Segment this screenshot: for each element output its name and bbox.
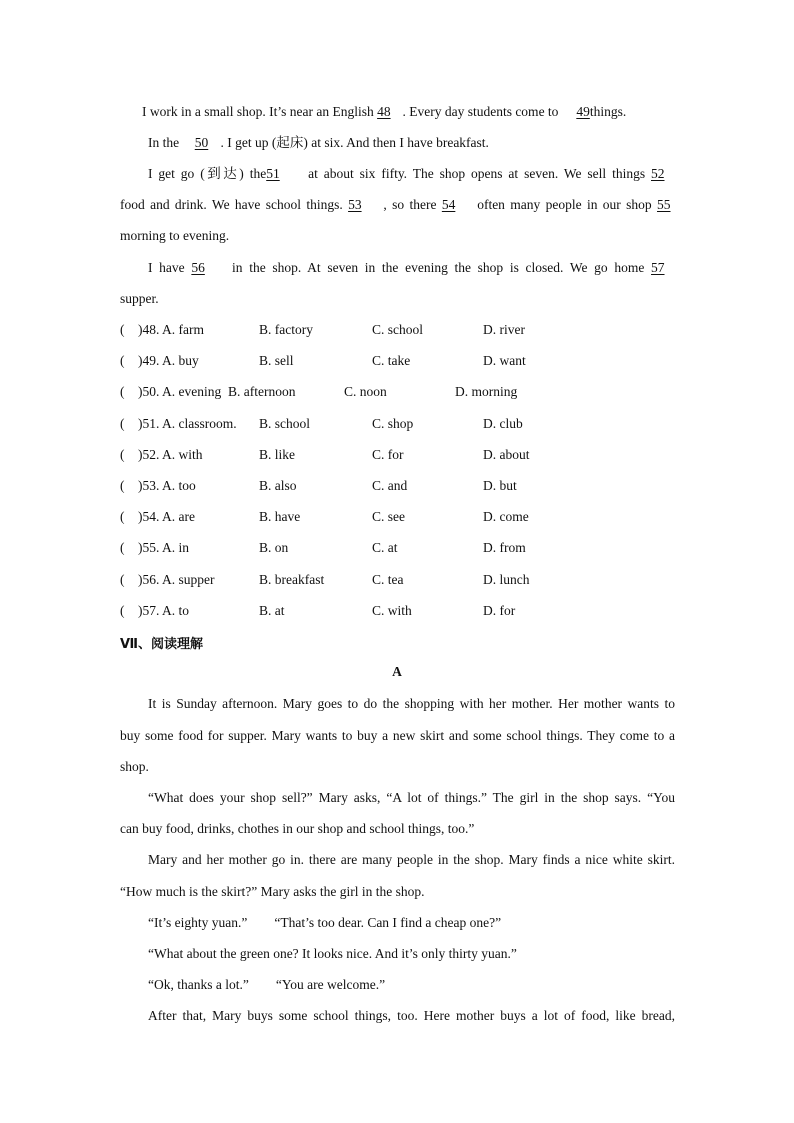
question-55: ( )55. A. in B. on C. at D. from [120,540,526,555]
blank-50: 50 [194,135,209,150]
passage-line-4: “What does your shop sell?” Mary asks, “A lot of things.” The girl in the shop says. “You [148,790,675,805]
blank-53: 53 [348,197,362,212]
passage-line-3: shop. [120,759,149,774]
cloze-line-2: In the 50 . I get up (起床) at six. And then I have breakfast. [148,133,675,153]
blank-48: 48 [377,104,391,119]
passage-line-6: Mary and her mother go in. there are many people in the shop. Mary finds a nice white skirt. [148,852,675,867]
question-48: ( )48. A. farm B. factory C. school D. river [120,322,525,337]
cloze-line-7: supper. [120,291,159,306]
question-51: ( )51. A. classroom. B. school C. shop D. club [120,416,523,431]
passage-line-8: “It’s eighty yuan.” “That’s too dear. Can I find a cheap one?” [148,915,502,930]
cloze-line-1: I work in a small shop. It’s near an English 48 . Every day students come to 49things. [142,102,697,122]
question-57: ( )57. A. to B. at C. with D. for [120,603,516,618]
blank-49: 49 [576,104,590,119]
question-52: ( )52. A. with B. like C. for D. about [120,447,530,462]
cloze-line-4: food and drink. We have school things. 53 , so there 54 often many people in our shop 55 [120,195,675,215]
passage-line-9: “What about the green one? It looks nice. And it’s only thirty yuan.” [148,946,517,961]
blank-54: 54 [441,197,456,212]
question-50: ( )50. A. evening B. afternoon C. noon D. morning [120,384,518,399]
passage-line-11: After that, Mary buys some school things, too. Here mother buys a lot of food, like bread, [148,1008,675,1023]
blank-52: 52 [651,166,665,181]
blank-56: 56 [191,260,205,275]
passage-line-1: It is Sunday afternoon. Mary goes to do the shopping with her mother. Her mother wants to [148,696,675,711]
passage-line-5: can buy food, drinks, chothes in our shop and school things, too.” [120,821,475,836]
question-56: ( )56. A. supper B. breakfast C. tea D. lunch [120,572,530,587]
passage-label: A [392,664,402,679]
passage-line-2: buy some food for supper. Mary wants to buy a new skirt and some school things. They come to a [120,728,675,743]
question-53: ( )53. A. too B. also C. and D. but [120,478,517,493]
blank-51: 51 [266,166,280,181]
blank-57: 57 [651,260,665,275]
passage-line-10: “Ok, thanks a lot.” “You are welcome.” [148,977,386,992]
section-heading: Ⅶ、阅读理解 [120,637,204,652]
cloze-line-3: I get go (到达) the51 at about six fifty. The shop opens at seven. We sell things 52 [148,164,675,184]
cloze-line-6: I have 56 in the shop. At seven in the evening the shop is closed. We go home 57 [148,258,675,278]
question-54: ( )54. A. are B. have C. see D. come [120,509,529,524]
passage-line-7: “How much is the skirt?” Mary asks the girl in the shop. [120,884,425,899]
question-49: ( )49. A. buy B. sell C. take D. want [120,353,526,368]
blank-55: 55 [657,197,671,212]
cloze-line-5: morning to evening. [120,228,230,243]
